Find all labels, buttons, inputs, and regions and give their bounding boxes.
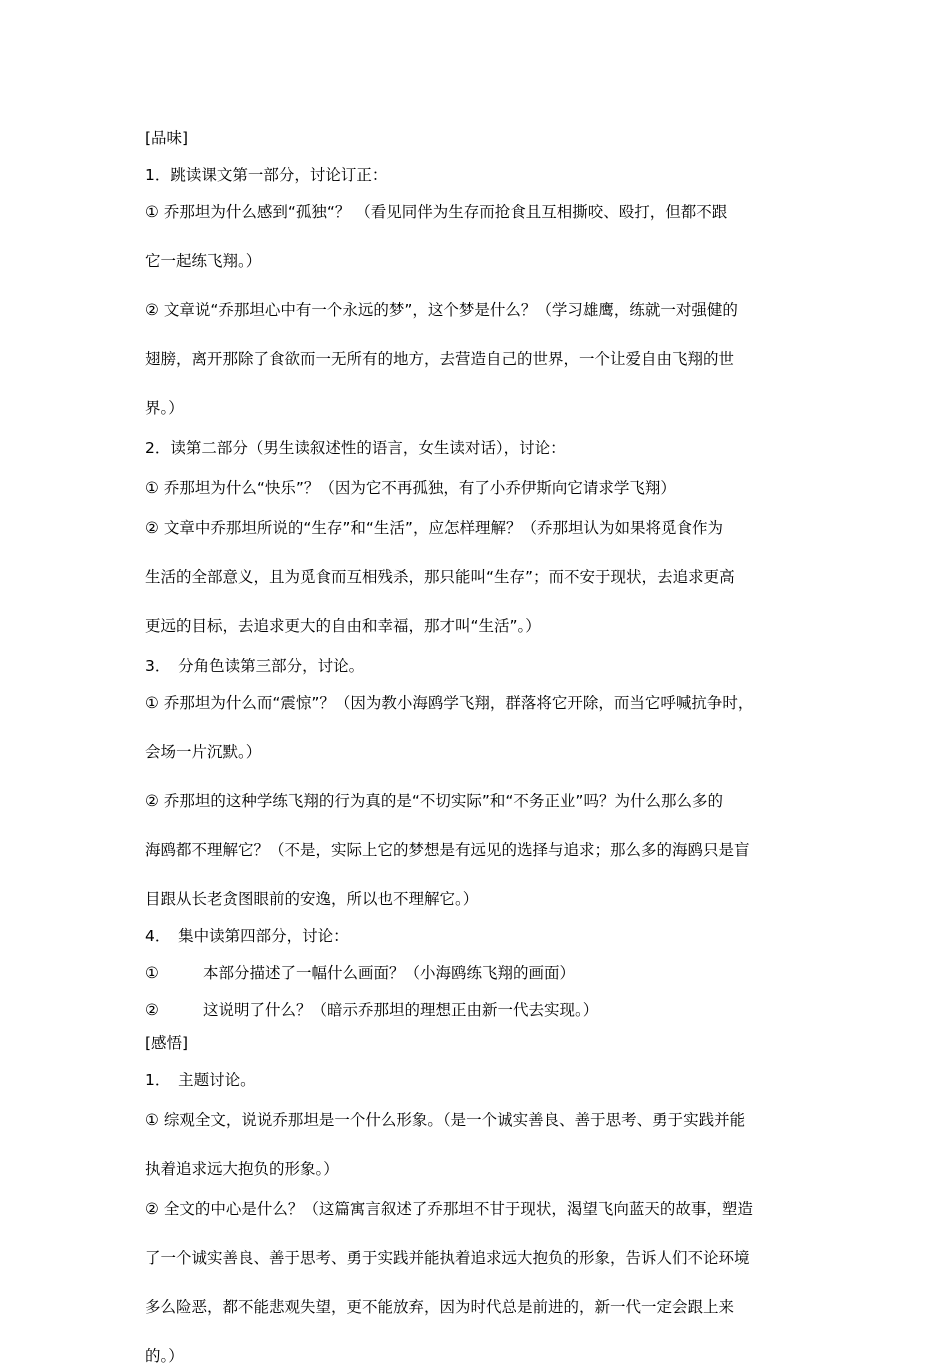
text-line: ① 乔那坦为什么而“震惊”？（因为教小海鸥学飞翔，群落将它开除，而当它呼喊抗争时，	[145, 694, 754, 712]
text-line: 界。）	[145, 399, 184, 417]
text-line: ② 文章说“乔那坦心中有一个永远的梦”，这个梦是什么？（学习雄鹰，练就一对强健的	[145, 301, 738, 319]
text-line: ② 全文的中心是什么？（这篇寓言叙述了乔那坦不甘于现状，渴望飞向蓝天的故事，塑造	[145, 1200, 753, 1218]
text-line: 的。）	[145, 1347, 184, 1365]
section-heading-pinwei: [品味]	[145, 129, 189, 147]
enum-marker: ①	[145, 964, 159, 982]
document-body	[145, 128, 815, 1366]
question-2-heading: 2．读第二部分（男生读叙述性的语言，女生读对话），讨论：	[145, 439, 566, 457]
enum-item	[145, 1000, 815, 1020]
enum-item	[145, 963, 815, 983]
text-line: 多么险恶，都不能悲观失望，更不能放弃，因为时代总是前进的，新一代一定会跟上来	[145, 1298, 735, 1316]
question-heading: 1． 主题讨论。	[145, 1071, 256, 1089]
text-line: ① 综观全文，说说乔那坦是一个什么形象。（是一个诚实善良、善于思考、勇于实践并能	[145, 1111, 746, 1129]
text-line: 执着追求远大抱负的形象。）	[145, 1160, 339, 1178]
text-line: 了一个诚实善良、善于思考、勇于实践并能执着追求远大抱负的形象，告诉人们不论环境	[145, 1249, 750, 1267]
enum-text: 这说明了什么？（暗示乔那坦的理想正由新一代去实现。）	[203, 1001, 599, 1019]
text-line: 生活的全部意义，且为觅食而互相残杀，那只能叫“生存”；而不安于现状，去追求更高	[145, 568, 735, 586]
text-line: ② 文章中乔那坦所说的“生存”和“生活”，应怎样理解？（乔那坦认为如果将觅食作为	[145, 519, 723, 537]
text-line: ① 乔那坦为什么“快乐”？（因为它不再孤独，有了小乔伊斯向它请求学飞翔）	[145, 479, 676, 497]
text-line: ① 乔那坦为什么感到“孤独“？ （看见同伴为生存而抢食且互相撕咬、殴打，但都不跟	[145, 203, 728, 221]
text-line: 目跟从长老贪图眼前的安逸，所以也不理解它。）	[145, 890, 479, 908]
question-4-heading: 4． 集中读第四部分，讨论：	[145, 927, 349, 945]
text-line: 翅膀，离开那除了食欲而一无所有的地方，去营造自己的世界，一个让爱自由飞翔的世	[145, 350, 735, 368]
enum-text: 本部分描述了一幅什么画面？（小海鸥练飞翔的画面）	[203, 964, 576, 982]
enum-marker: ②	[145, 1001, 159, 1019]
question-1-heading: 1．跳读课文第一部分，讨论订正：	[145, 166, 388, 184]
section-heading-ganwu: [感悟]	[145, 1034, 189, 1052]
question-3-heading: 3． 分角色读第三部分，讨论。	[145, 657, 365, 675]
text-line: 更远的目标，去追求更大的自由和幸福，那才叫“生活”。）	[145, 617, 541, 635]
text-line: 会场一片沉默。）	[145, 743, 262, 761]
text-line: 海鸥都不理解它？（不是，实际上它的梦想是有远见的选择与追求；那么多的海鸥只是盲	[145, 841, 750, 859]
text-line: 它一起练飞翔。）	[145, 252, 262, 270]
text-line: ② 乔那坦的这种学练飞翔的行为真的是“不切实际”和“不务正业”吗？为什么那么多的	[145, 792, 723, 810]
